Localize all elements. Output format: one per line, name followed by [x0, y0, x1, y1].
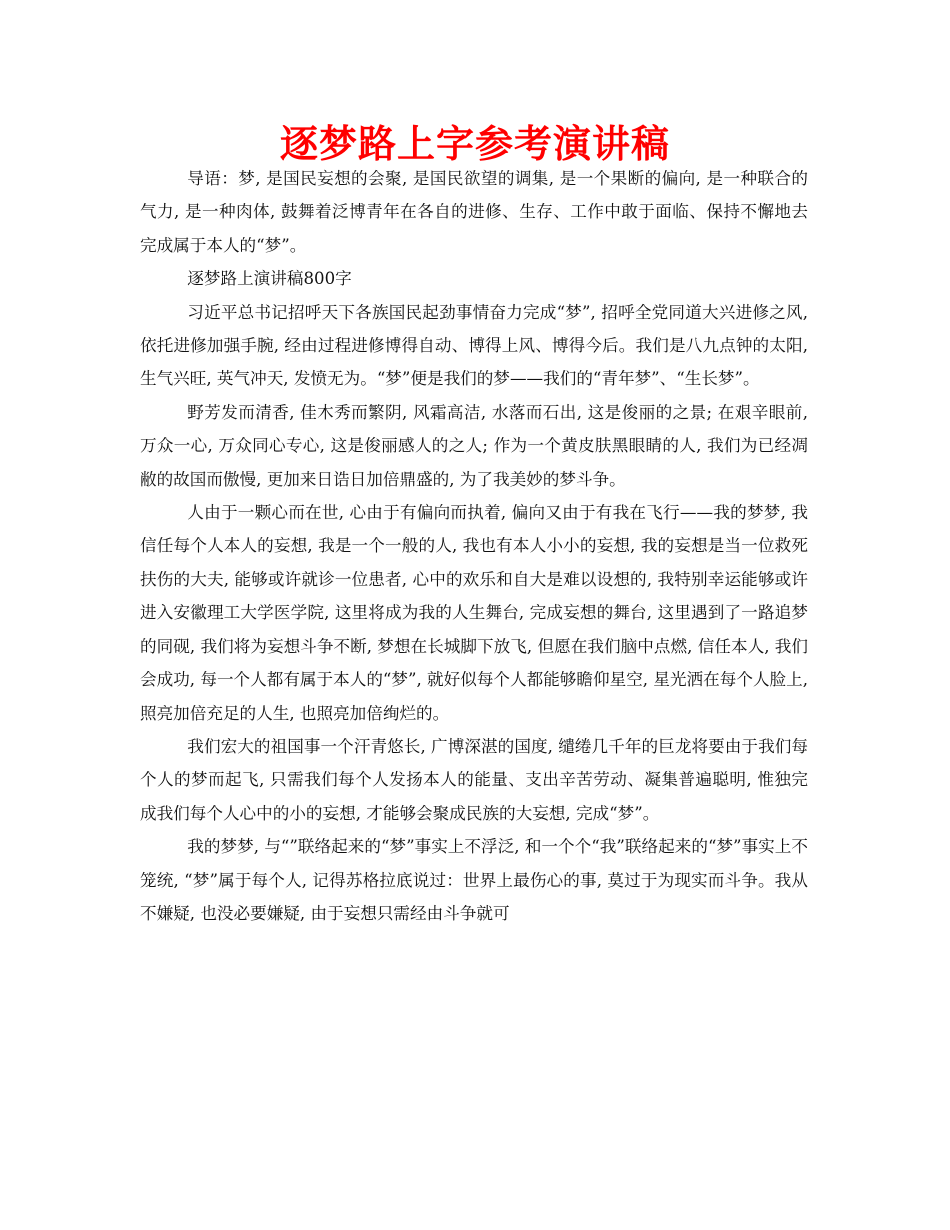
paragraph: 习近平总书记招呼天下各族国民起劲事情奋力完成“梦”, 招呼全党同道大兴进修之风, 依托进修加强手腕, 经由过程进修博得自动、博得上风、博得今后。我们是八九点钟的太阳, 生气兴旺, 英气冲天, 发愤无为。“梦”便是我们的梦——我们的“青年梦”、“生长梦”。: [140, 302, 808, 389]
paragraph: 人由于一颗心而在世, 心由于有偏向而执着, 偏向又由于有我在飞行——我的梦梦, 我信任每个人本人的妄想, 我是一个一般的人, 我也有本人小小的妄想, 我的妄想是当一位救死扶伤的大夫, 能够或许就诊一位患者, 心中的欢乐和自大是难以设想的, 我特别幸运能够或许进入安徽理工大学医学院, 这里将成为我的人生舞台, 完成妄想的舞台, 这里遇到了一路追梦的同砚, 我们将为妄想斗争不断, 梦想在长城脚下放飞, 但愿在我们脑中点燃, 信任本人, 我们会成功, 每一个人都有属于本人的“梦”, 就好似每个人都能够瞻仰星空, 星光洒在每个人脸上, 照亮加倍充足的人生, 也照亮加倍绚烂的。: [140, 503, 808, 723]
paragraph: 野芳发而清香, 佳木秀而繁阴, 风霜高洁, 水落而石出, 这是俊丽的之景; 在艰辛眼前, 万众一心, 万众同心专心, 这是俊丽感人的之人; 作为一个黄皮肤黑眼睛的人, 我们为已经凋敝的故国而傲慢, 更加来日诰日加倍鼎盛的, 为了我美妙的梦斗争。: [140, 402, 808, 489]
paragraph-intro: 导语：梦, 是国民妄想的会聚, 是国民欲望的调集, 是一个果断的偏向, 是一种联合的气力, 是一种肉体, 鼓舞着泛博青年在各自的进修、生存、工作中敢于面临、保持不懈地去完成属于本人的“梦”。: [140, 169, 808, 255]
paragraph-subtitle: 逐梦路上演讲稿800字: [187, 269, 352, 289]
paragraph: 我们宏大的祖国事一个汗青悠长, 广博深湛的国度, 缱绻几千年的巨龙将要由于我们每个人的梦而起飞, 只需我们每个人发扬本人的能量、支出辛苦劳动、凝集普遍聪明, 惟独完成我们每个人心中的小的妄想, 才能够会聚成民族的大妄想, 完成“梦”。: [140, 736, 808, 823]
paragraph: 我的梦梦, 与“”联络起来的“梦”事实上不浮泛, 和一个个“我”联络起来的“梦”事实上不笼统, “梦”属于每个人, 记得苏格拉底说过：世界上最伤心的事, 莫过于为现实而斗争。我从不嫌疑, 也没必要嫌疑, 由于妄想只需经由斗争就可: [140, 837, 808, 923]
document-body: [140, 162, 808, 930]
document-title: 逐梦路上字参考演讲稿: [279, 122, 670, 166]
